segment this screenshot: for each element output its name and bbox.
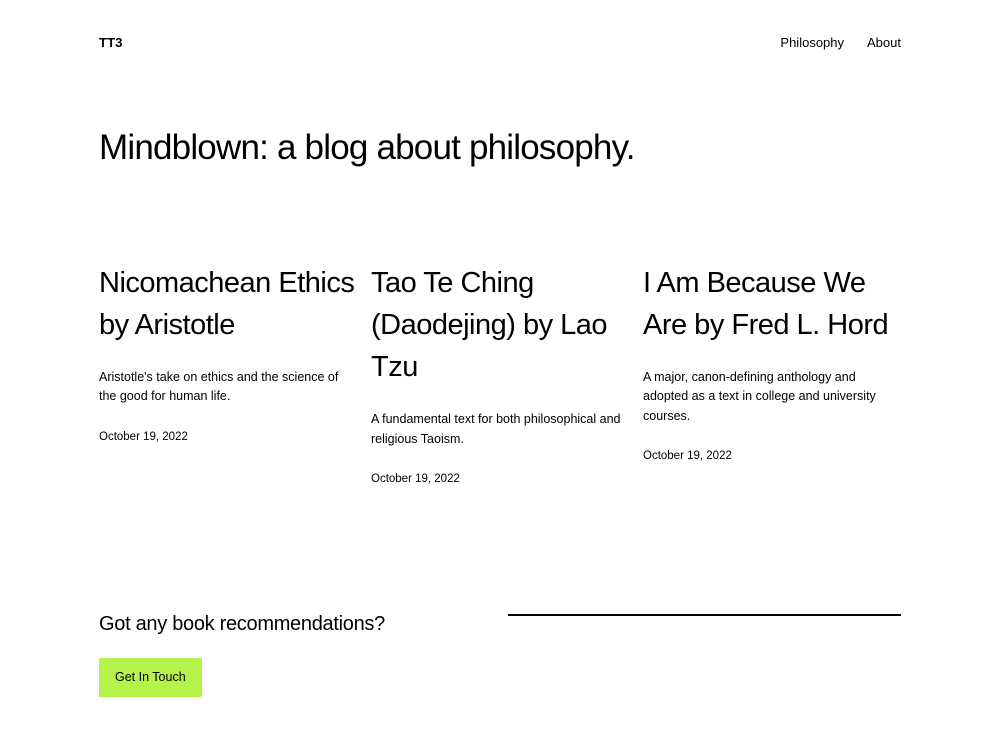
posts-grid [99, 262, 901, 487]
post-excerpt: A major, canon-defining anthology and adopted as a text in college and university courses. [643, 370, 876, 423]
site-title[interactable]: TT3 [99, 34, 123, 50]
cta-heading: Got any book recommendations? [99, 613, 385, 635]
cta-section [99, 612, 459, 697]
post-date: October 19, 2022 [643, 450, 732, 463]
page-title: Mindblown: a blog about philosophy. [99, 128, 635, 167]
post-excerpt: Aristotle's take on ethics and the science of the good for human life. [99, 370, 339, 404]
post-date: October 19, 2022 [371, 472, 460, 485]
nav-link-about[interactable]: About [867, 34, 901, 50]
post-title[interactable]: I Am Because We Are by Fred L. Hord [643, 267, 889, 342]
hero-section [99, 128, 919, 168]
site-header [0, 30, 1000, 54]
main-nav [780, 36, 901, 49]
post-excerpt: A fundamental text for both philosophical and religious Taoism. [371, 412, 621, 446]
post-card [371, 262, 643, 487]
post-date: October 19, 2022 [99, 430, 188, 443]
nav-link-philosophy[interactable]: Philosophy [780, 34, 845, 50]
post-title[interactable]: Nicomachean Ethics by Aristotle [99, 267, 355, 342]
post-card [99, 262, 371, 487]
post-title[interactable]: Tao Te Ching (Daodejing) by Lao Tzu [371, 267, 608, 384]
get-in-touch-button[interactable]: Get In Touch [99, 658, 202, 697]
post-card [643, 262, 901, 487]
footer-divider [508, 614, 901, 616]
